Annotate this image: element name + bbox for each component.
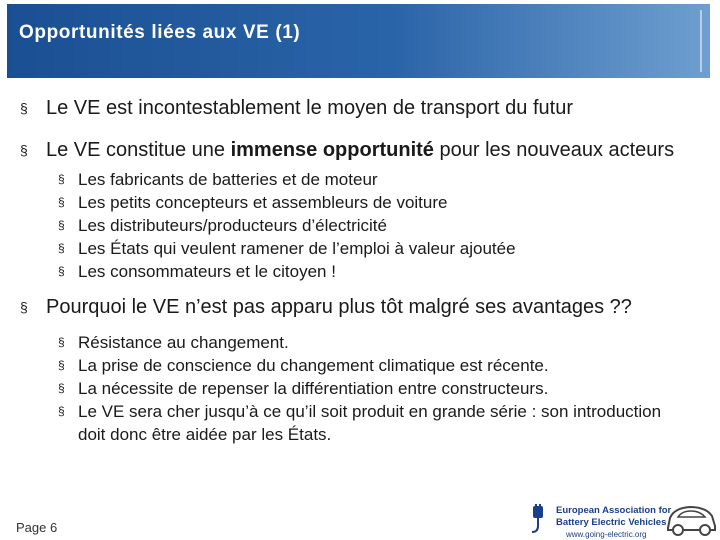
bullet-2-sublist <box>20 168 680 283</box>
sub-bullet <box>20 400 680 446</box>
slide-content <box>20 96 680 446</box>
sub-bullet-text: Le VE sera cher jusqu’à ce qu’il soit produit en grande série : son introduction doit donc être aidée par les États. <box>78 402 662 444</box>
sub-bullet-text: Les petits concepteurs et assembleurs de voiture <box>78 193 448 212</box>
page-number: Page 6 <box>16 520 58 535</box>
sub-bullet-text: Les consommateurs et le citoyen ! <box>78 262 336 281</box>
sub-bullet <box>20 331 680 354</box>
sub-bullet <box>20 191 680 214</box>
sub-bullet <box>20 237 680 260</box>
sub-bullet-text: Les fabricants de batteries et de moteur <box>78 170 378 189</box>
bullet-2-text-bold: immense opportunité <box>230 139 434 161</box>
plug-icon <box>528 504 548 534</box>
title-bar <box>7 4 710 78</box>
sub-bullet <box>20 260 680 283</box>
sub-bullet <box>20 354 680 377</box>
bullet-1 <box>20 96 680 120</box>
sub-bullet-marker: § <box>58 264 65 278</box>
sub-bullet-marker: § <box>58 358 65 372</box>
sub-bullet-marker: § <box>58 241 65 255</box>
sub-bullet-text: Les distributeurs/producteurs d’électricité <box>78 216 387 235</box>
sub-bullet <box>20 168 680 191</box>
bullet-1-text: Le VE est incontestablement le moyen de transport du futur <box>46 97 573 119</box>
logo-url: www.going-electric.org <box>566 530 647 539</box>
slide-title: Opportunités liées aux VE (1) <box>19 22 301 43</box>
sub-bullet-marker: § <box>58 381 65 395</box>
bullet-marker: § <box>20 142 28 158</box>
sub-bullet-text: Les États qui veulent ramener de l’emploi à valeur ajoutée <box>78 239 516 258</box>
logo-line-2: Battery Electric Vehicles <box>556 517 667 528</box>
sub-bullet <box>20 377 680 400</box>
aveb-logo <box>528 500 718 540</box>
car-icon <box>664 502 718 538</box>
bullet-2-text-end: pour les nouveaux acteurs <box>433 139 675 161</box>
sub-bullet-text: Résistance au changement. <box>78 333 289 352</box>
sub-bullet-marker: § <box>58 404 65 418</box>
bullet-2 <box>20 138 680 162</box>
sub-bullet-marker: § <box>58 195 65 209</box>
logo-line-1: European Association for <box>556 505 672 516</box>
bullet-3 <box>20 295 680 319</box>
sub-bullet-marker: § <box>58 172 65 186</box>
title-separator <box>700 10 702 72</box>
bullet-marker: § <box>20 100 28 116</box>
bullet-3-text: Pourquoi le VE n’est pas apparu plus tôt malgré ses avantages ?? <box>46 296 632 318</box>
bullet-marker: § <box>20 299 28 315</box>
sub-bullet-text: La nécessite de repenser la différentiation entre constructeurs. <box>78 379 549 398</box>
sub-bullet-marker: § <box>58 218 65 232</box>
bullet-3-sublist <box>20 331 680 446</box>
bullet-2-text-start: Le VE constitue une <box>46 139 231 161</box>
sub-bullet-text: La prise de conscience du changement climatique est récente. <box>78 356 549 375</box>
sub-bullet-marker: § <box>58 335 65 349</box>
sub-bullet <box>20 214 680 237</box>
